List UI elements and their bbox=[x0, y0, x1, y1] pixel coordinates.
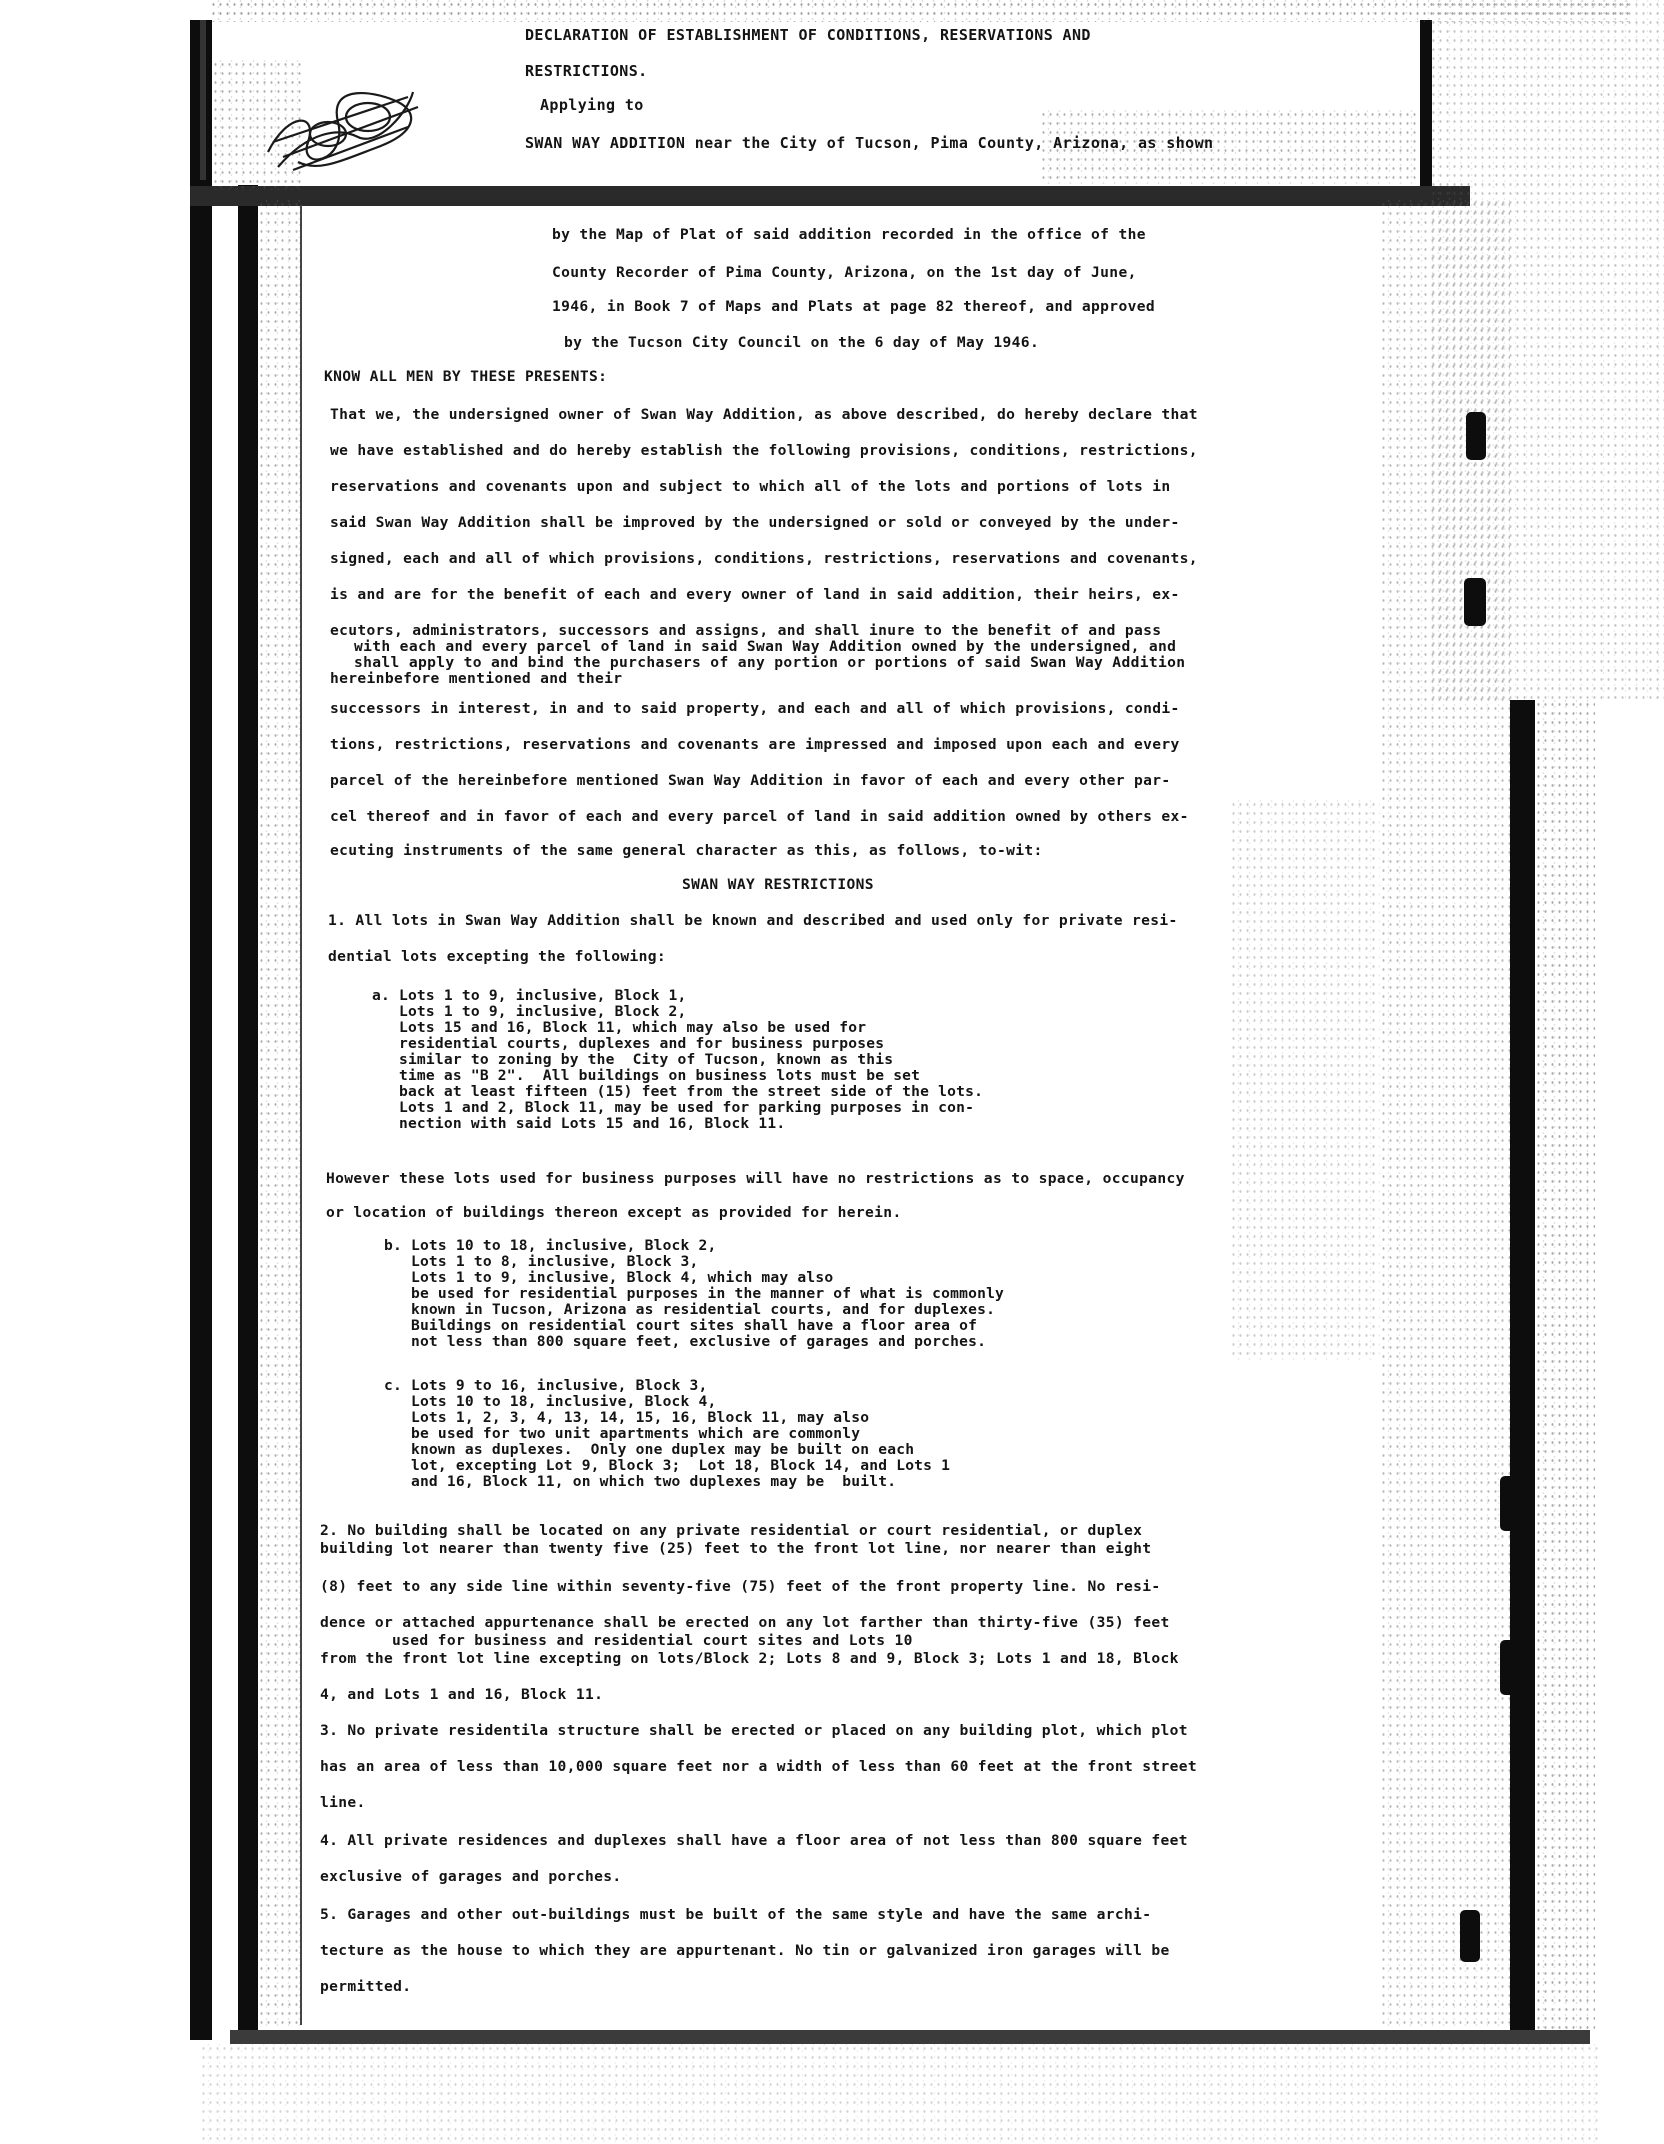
item-2-line-4: dence or attached appurtenance shall be erected on any lot farther than thirty-five (35) feet bbox=[320, 1614, 1170, 1631]
scan-left-inner-bar bbox=[238, 185, 258, 2035]
preamble-line-13: parcel of the hereinbefore mentioned Swan Way Addition in favor of each and every other par- bbox=[330, 772, 1171, 789]
item-2-line-6: from the front lot line excepting on lots/Block 2; Lots 8 and 9, Block 3; Lots 1 and 18, Block bbox=[320, 1650, 1179, 1667]
item-1b-line-5: known in Tucson, Arizona as residential courts, and for duplexes. bbox=[384, 1301, 996, 1318]
scan-left-black-bar bbox=[190, 20, 212, 2040]
scan-punch-mark-3 bbox=[1500, 1476, 1520, 1531]
scan-punch-mark-5 bbox=[1460, 1910, 1480, 1962]
item-2-line-1: 2. No building shall be located on any private residential or court residential, or duplex bbox=[320, 1522, 1143, 1539]
scan-noise-left-column bbox=[258, 200, 300, 2030]
item-1b-line-6: Buildings on residential court sites shall have a floor area of bbox=[384, 1317, 978, 1334]
scan-noise-top bbox=[210, 0, 1630, 22]
preamble-line-6: is and are for the benefit of each and every owner of land in said addition, their heirs, ex- bbox=[330, 586, 1180, 603]
item-5-line-3: permitted. bbox=[320, 1978, 412, 1995]
preamble-line-1: That we, the undersigned owner of Swan Way Addition, as above described, do hereby declare that bbox=[330, 406, 1198, 423]
scan-punch-mark-2 bbox=[1464, 578, 1486, 626]
document-body bbox=[302, 212, 1392, 2074]
section-heading: SWAN WAY RESTRICTIONS bbox=[682, 876, 874, 893]
preamble-line-10: hereinbefore mentioned and their bbox=[330, 670, 623, 687]
intro-line-1: by the Map of Plat of said addition recorded in the office of the bbox=[552, 226, 1146, 243]
item-5-line-2: tecture as the house to which they are appurtenant. No tin or galvanized iron garages will be bbox=[320, 1942, 1170, 1959]
item-1a-line-4: residential courts, duplexes and for business purposes bbox=[372, 1035, 885, 1052]
item-1c-line-5: known as duplexes. Only one duplex may be built on each bbox=[384, 1441, 915, 1458]
intro-line-4: by the Tucson City Council on the 6 day of May 1946. bbox=[564, 334, 1040, 351]
preamble-line-14: cel thereof and in favor of each and every parcel of land in said addition owned by others ex- bbox=[330, 808, 1189, 825]
item-1a-line-9: nection with said Lots 15 and 16, Block 11. bbox=[372, 1115, 786, 1132]
know-all-men-heading: KNOW ALL MEN BY THESE PRESENTS: bbox=[324, 368, 608, 385]
scan-noise-right-edge bbox=[1535, 700, 1595, 2030]
title-line-3: Applying to bbox=[540, 96, 644, 114]
title-line-2: RESTRICTIONS. bbox=[525, 62, 648, 80]
title-line-4: SWAN WAY ADDITION near the City of Tucson, Pima County, Arizona, as shown bbox=[525, 134, 1214, 152]
preamble-line-3: reservations and covenants upon and subject to which all of the lots and portions of lots in bbox=[330, 478, 1171, 495]
scan-header-divider bbox=[190, 186, 1470, 206]
item-1a-line-6: time as "B 2". All buildings on business lots must be set bbox=[372, 1067, 921, 1084]
item-1b-line-1: b. Lots 10 to 18, inclusive, Block 2, bbox=[384, 1237, 717, 1254]
item-1a-block bbox=[372, 988, 983, 1132]
item-1c-line-1: c. Lots 9 to 16, inclusive, Block 3, bbox=[384, 1377, 708, 1394]
title-line-1: DECLARATION OF ESTABLISHMENT OF CONDITIONS, RESERVATIONS AND bbox=[525, 26, 1091, 44]
item-1a-line-2: Lots 1 to 9, inclusive, Block 2, bbox=[372, 1003, 687, 1020]
item-1a-line-7: back at least fifteen (15) feet from the street side of the lots. bbox=[372, 1083, 984, 1100]
item-1c-line-4: be used for two unit apartments which are commonly bbox=[384, 1425, 861, 1442]
item-1b-line-3: Lots 1 to 9, inclusive, Block 4, which may also bbox=[384, 1269, 834, 1286]
item-1-line-1: 1. All lots in Swan Way Addition shall be known and described and used only for private resi- bbox=[328, 912, 1178, 929]
item-1c-line-6: lot, excepting Lot 9, Block 3; Lot 18, Block 14, and Lots 1 bbox=[384, 1457, 951, 1474]
item-1b-block bbox=[384, 1238, 1004, 1350]
scan-right-black-bar bbox=[1510, 700, 1535, 2030]
preamble-line-9: shall apply to and bind the purchasers of any portion or portions of said Swan Way Addition bbox=[354, 654, 1186, 671]
item-3-line-1: 3. No private residentila structure shall be erected or placed on any building plot, which plot bbox=[320, 1722, 1188, 1739]
item-1b-line-4: be used for residential purposes in the manner of what is commonly bbox=[384, 1285, 1005, 1302]
item-1c-block bbox=[384, 1378, 950, 1490]
item-4-line-2: exclusive of garages and porches. bbox=[320, 1868, 622, 1885]
preamble-line-15: ecuting instruments of the same general character as this, as follows, to-wit: bbox=[330, 842, 1043, 859]
scan-punch-mark-4 bbox=[1500, 1640, 1520, 1695]
intro-line-3: 1946, in Book 7 of Maps and Plats at page 82 thereof, and approved bbox=[552, 298, 1155, 315]
item-1-line-2: dential lots excepting the following: bbox=[328, 948, 667, 965]
item-1-however-line-2: or location of buildings thereon except as provided for herein. bbox=[326, 1204, 902, 1221]
item-1c-line-7: and 16, Block 11, on which two duplexes may be built. bbox=[384, 1473, 897, 1490]
preamble-line-4: said Swan Way Addition shall be improved by the undersigned or sold or conveyed by the under- bbox=[330, 514, 1180, 531]
item-1-however-line-1: However these lots used for business purposes will have no restrictions as to space, occupancy bbox=[326, 1170, 1185, 1187]
handwritten-scribble bbox=[258, 72, 428, 182]
preamble-line-8: with each and every parcel of land in said Swan Way Addition owned by the undersigned, and bbox=[354, 638, 1177, 655]
scan-punch-mark-1 bbox=[1466, 412, 1486, 460]
item-2-line-7: 4, and Lots 1 and 16, Block 11. bbox=[320, 1686, 604, 1703]
item-1a-line-3: Lots 15 and 16, Block 11, which may also be used for bbox=[372, 1019, 867, 1036]
item-1a-line-8: Lots 1 and 2, Block 11, may be used for parking purposes in con- bbox=[372, 1099, 975, 1116]
item-1b-line-7: not less than 800 square feet, exclusive of garages and porches. bbox=[384, 1333, 987, 1350]
preamble-line-12: tions, restrictions, reservations and covenants are impressed and imposed upon each and every bbox=[330, 736, 1180, 753]
item-1a-line-1: a. Lots 1 to 9, inclusive, Block 1, bbox=[372, 987, 687, 1004]
intro-line-2: County Recorder of Pima County, Arizona, on the 1st day of June, bbox=[552, 264, 1137, 281]
item-5-line-1: 5. Garages and other out-buildings must be built of the same style and have the same archi- bbox=[320, 1906, 1152, 1923]
preamble-line-2: we have established and do hereby establish the following provisions, conditions, restrictions, bbox=[330, 442, 1198, 459]
item-3-line-2: has an area of less than 10,000 square feet nor a width of less than 60 feet at the front street bbox=[320, 1758, 1198, 1775]
item-1c-line-2: Lots 10 to 18, inclusive, Block 4, bbox=[384, 1393, 717, 1410]
scan-noise-right-column bbox=[1380, 200, 1510, 2030]
item-2-line-2: building lot nearer than twenty five (25) feet to the front lot line, nor nearer than eight bbox=[320, 1540, 1152, 1557]
preamble-line-5: signed, each and all of which provisions, conditions, restrictions, reservations and covenants, bbox=[330, 550, 1198, 567]
scan-left-top-edge bbox=[200, 20, 206, 180]
item-4-line-1: 4. All private residences and duplexes shall have a floor area of not less than 800 square feet bbox=[320, 1832, 1188, 1849]
item-1b-line-2: Lots 1 to 8, inclusive, Block 3, bbox=[384, 1253, 699, 1270]
item-3-line-3: line. bbox=[320, 1794, 366, 1811]
item-2-line-5: used for business and residential court sites and Lots 10 bbox=[392, 1632, 913, 1649]
item-1c-line-3: Lots 1, 2, 3, 4, 13, 14, 15, 16, Block 11, may also bbox=[384, 1409, 870, 1426]
preamble-line-11: successors in interest, in and to said property, and each and all of which provisions, condi- bbox=[330, 700, 1180, 717]
item-1a-line-5: similar to zoning by the City of Tucson, known as this bbox=[372, 1051, 894, 1068]
item-2-line-3: (8) feet to any side line within seventy-five (75) feet of the front property line. No resi- bbox=[320, 1578, 1161, 1595]
preamble-line-7: ecutors, administrators, successors and assigns, and shall inure to the benefit of and pass bbox=[330, 622, 1162, 639]
